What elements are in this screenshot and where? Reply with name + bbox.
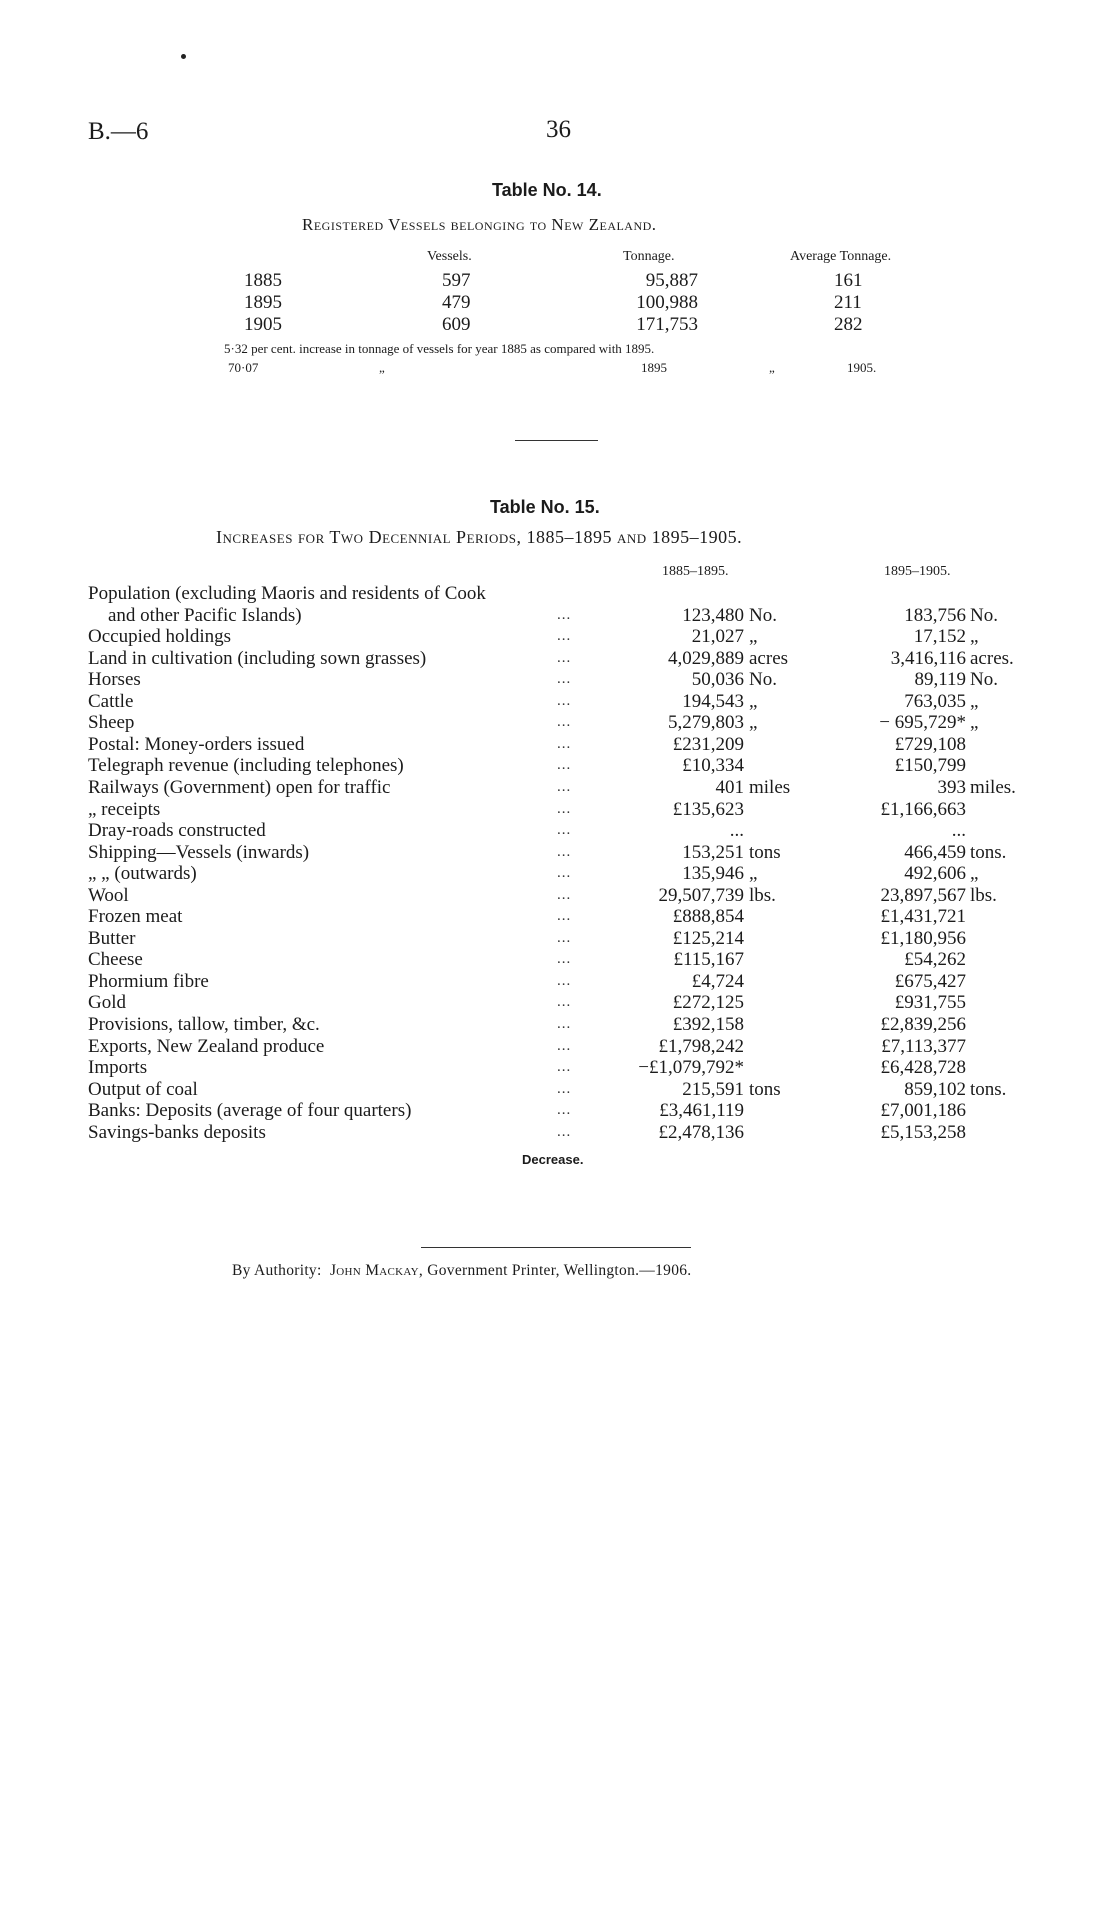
footer-imprint (232, 1262, 691, 1280)
table15-value-1885-1895: 50,036 (691, 669, 744, 690)
table14-note-2-year-b: 1905. (847, 360, 877, 375)
table15-value-1885-1895: 194,543 (682, 691, 744, 712)
table15-value-1885-1895: 153,251 (682, 842, 744, 863)
table15-row-label: Dray-roads constructed (88, 820, 266, 841)
table15-row-label: Exports, New Zealand produce (88, 1036, 325, 1057)
table15-row-label: Banks: Deposits (average of four quarters) (88, 1100, 412, 1121)
leader-dots: ... (557, 1016, 572, 1032)
table14-note-2-year-a: 1895 (641, 360, 667, 375)
table15-unit-1885-1895: „ (749, 712, 758, 733)
table15-row-label: Sheep (88, 712, 135, 733)
table15-unit-1895-1905: No. (970, 605, 998, 626)
table15-row-label: Cheese (88, 949, 143, 970)
table15-value-1895-1905: £675,427 (894, 971, 966, 992)
table15-row-label: Horses (88, 669, 141, 690)
table15-value-1885-1895: £3,461,119 (659, 1100, 744, 1121)
table15-unit-1885-1895: tons (749, 1079, 781, 1100)
table15-unit-1895-1905: acres. (970, 648, 1014, 669)
table15-title: Table No. 15. (490, 497, 600, 517)
table14-average: 282 (834, 314, 863, 335)
table15-value-1885-1895: 123,480 (682, 605, 744, 626)
footer-suffix: Government Printer, Wellington.—1906. (427, 1262, 692, 1279)
table15-value-1885-1895: 5,279,803 (668, 712, 744, 733)
table15-value-1895-1905: 183,756 (904, 605, 966, 626)
table15-value-1885-1895: 135,946 (682, 863, 744, 884)
leader-dots: ... (557, 908, 572, 924)
table15-value-1895-1905: £7,001,186 (880, 1100, 966, 1121)
table15-col-1885-1895: 1885–1895. (662, 564, 729, 579)
leader-dots: ... (557, 973, 572, 989)
leader-dots: ... (557, 779, 572, 795)
table15-value-1895-1905: £931,755 (894, 992, 966, 1013)
leader-dots: ... (557, 865, 572, 881)
table15-value-1895-1905: £1,166,663 (880, 799, 966, 820)
footer-printer: John Mackay, (329, 1262, 424, 1279)
table15-value-1895-1905: ... (951, 820, 966, 841)
table15-unit-1895-1905: „ (970, 626, 979, 647)
document-reference: B.—6 (88, 118, 149, 145)
table15-value-1895-1905: − 695,729* (879, 712, 966, 733)
table15-value-1895-1905: 492,606 (904, 863, 966, 884)
table15-footnote: Decrease. (522, 1152, 584, 1167)
table15-unit-1885-1895: lbs. (749, 885, 776, 906)
table14-vessels: 479 (442, 292, 471, 313)
table15-value-1895-1905: £729,108 (894, 734, 966, 755)
table15-row-label: and other Pacific Islands) (108, 605, 302, 626)
table15-row-label: Output of coal (88, 1079, 198, 1100)
table14-vessels: 609 (442, 314, 471, 335)
table15-value-1885-1895: £888,854 (672, 906, 744, 927)
table15-value-1885-1895: £115,167 (673, 949, 744, 970)
table15-value-1895-1905: £1,180,956 (880, 928, 966, 949)
table15-value-1895-1905: 393 (937, 777, 966, 798)
leader-dots: ... (557, 844, 572, 860)
table15-row-label: Cattle (88, 691, 134, 712)
table15-value-1895-1905: £2,839,256 (880, 1014, 966, 1035)
table15-unit-1885-1895: tons (749, 842, 781, 863)
table15-value-1895-1905: £5,153,258 (880, 1122, 966, 1143)
table15-value-1885-1895: 29,507,739 (658, 885, 744, 906)
table15-row-label: Butter (88, 928, 136, 949)
table14-col-average: Average Tonnage. (790, 249, 892, 264)
table15-value-1895-1905: £150,799 (894, 755, 966, 776)
table15-row-label: „ receipts (88, 799, 161, 820)
table14-note-2-pct: 70·07 (228, 360, 259, 375)
table15-value-1895-1905: 859,102 (904, 1079, 966, 1100)
table15-value-1885-1895: 4,029,889 (668, 648, 744, 669)
table14-tonnage: 171,753 (636, 314, 698, 335)
table15-row-label: Land in cultivation (including sown grasses) (88, 648, 427, 669)
table15-col-1895-1905: 1895–1905. (884, 564, 951, 579)
page-number: 36 (546, 116, 571, 143)
table15-subtitle: Increases for Two Decennial Periods, 1885–1895 and 1895–1905. (216, 527, 743, 547)
table15-unit-1895-1905: tons. (970, 1079, 1007, 1100)
table14-average: 161 (834, 270, 863, 291)
table15-row-label: Occupied holdings (88, 626, 232, 647)
leader-dots: ... (557, 822, 572, 838)
leader-dots: ... (557, 801, 572, 817)
table15-row-label: Population (excluding Maoris and residents of Cook (88, 583, 486, 604)
table15-unit-1895-1905: tons. (970, 842, 1007, 863)
table15-row-label: Frozen meat (88, 906, 183, 927)
table15-value-1895-1905: 89,119 (914, 669, 966, 690)
table14-note-2-ditto-2: „ (769, 360, 775, 375)
table14-tonnage: 95,887 (645, 270, 698, 291)
leader-dots: ... (557, 887, 572, 903)
table15-value-1885-1895: −£1,079,792* (638, 1057, 744, 1078)
table15-value-1885-1895: 401 (715, 777, 744, 798)
table14-note-2-ditto: „ (379, 360, 385, 375)
table15-value-1895-1905: £7,113,377 (881, 1036, 966, 1057)
leader-dots: ... (557, 1124, 572, 1140)
table15-unit-1895-1905: „ (970, 712, 979, 733)
table15-row-label: „ „ (outwards) (88, 863, 197, 884)
table15-value-1885-1895: £272,125 (672, 992, 744, 1013)
ink-dot (181, 54, 186, 59)
table15-row-label: Telegraph revenue (including telephones) (88, 755, 404, 776)
table15-unit-1885-1895: No. (749, 669, 777, 690)
table15-value-1885-1895: £10,334 (682, 755, 744, 776)
leader-dots: ... (557, 628, 572, 644)
footer-rule (421, 1247, 691, 1248)
table15-unit-1885-1895: „ (749, 691, 758, 712)
table15-unit-1895-1905: lbs. (970, 885, 997, 906)
table14-col-vessels: Vessels. (427, 249, 472, 264)
table15-unit-1885-1895: miles (749, 777, 791, 798)
leader-dots: ... (557, 994, 572, 1010)
table15-value-1895-1905: £1,431,721 (880, 906, 966, 927)
leader-dots: ... (557, 736, 572, 752)
leader-dots: ... (557, 607, 572, 623)
section-divider (515, 440, 598, 441)
table14-average: 211 (834, 292, 862, 313)
table15-unit-1885-1895: No. (749, 605, 777, 626)
table15-value-1895-1905: 763,035 (904, 691, 966, 712)
table15-value-1885-1895: £125,214 (672, 928, 744, 949)
table15-unit-1895-1905: No. (970, 669, 998, 690)
table14-year: 1885 (244, 270, 282, 291)
table15-row-label: Railways (Government) open for traffic (88, 777, 391, 798)
table15-value-1885-1895: 215,591 (682, 1079, 744, 1100)
table15-row-label: Phormium fibre (88, 971, 209, 992)
table15-row-label: Gold (88, 992, 126, 1013)
table15-value-1895-1905: 17,152 (913, 626, 966, 647)
table15-value-1885-1895: £231,209 (672, 734, 744, 755)
footer-prefix: By Authority: (232, 1262, 322, 1279)
table15-unit-1885-1895: „ (749, 863, 758, 884)
table14-year: 1905 (244, 314, 282, 335)
leader-dots: ... (557, 714, 572, 730)
table15-value-1885-1895: 21,027 (691, 626, 744, 647)
table15-value-1885-1895: £1,798,242 (658, 1036, 744, 1057)
table14-col-tonnage: Tonnage. (623, 249, 675, 264)
table15-value-1885-1895: £392,158 (672, 1014, 744, 1035)
table15-value-1885-1895: ... (729, 820, 744, 841)
table15-unit-1895-1905: miles. (970, 777, 1016, 798)
table15-row-label: Wool (88, 885, 129, 906)
table15-row-label: Imports (88, 1057, 148, 1078)
table15-value-1885-1895: £135,623 (672, 799, 744, 820)
leader-dots: ... (557, 693, 572, 709)
leader-dots: ... (557, 1081, 572, 1097)
table15-unit-1895-1905: „ (970, 691, 979, 712)
table15-value-1895-1905: 23,897,567 (880, 885, 966, 906)
table15-unit-1895-1905: „ (970, 863, 979, 884)
table15-unit-1885-1895: „ (749, 626, 758, 647)
leader-dots: ... (557, 1059, 572, 1075)
table15-row-label: Savings-banks deposits (88, 1122, 266, 1143)
leader-dots: ... (557, 951, 572, 967)
leader-dots: ... (557, 671, 572, 687)
table15-value-1895-1905: 3,416,116 (890, 648, 966, 669)
table15-value-1885-1895: £2,478,136 (658, 1122, 744, 1143)
leader-dots: ... (557, 650, 572, 666)
table15-value-1895-1905: £54,262 (904, 949, 966, 970)
table15-value-1895-1905: 466,459 (904, 842, 966, 863)
table14-title: Table No. 14. (492, 180, 602, 200)
leader-dots: ... (557, 1102, 572, 1118)
table15-row-label: Shipping—Vessels (inwards) (88, 842, 310, 863)
table14-vessels: 597 (442, 270, 471, 291)
table15-value-1895-1905: £6,428,728 (880, 1057, 966, 1078)
table15-row-label: Provisions, tallow, timber, &c. (88, 1014, 320, 1035)
table14-year: 1895 (244, 292, 282, 313)
leader-dots: ... (557, 930, 572, 946)
table14-note-1: 5·32 per cent. increase in tonnage of vessels for year 1885 as compared with 1895. (224, 341, 655, 356)
leader-dots: ... (557, 757, 572, 773)
leader-dots: ... (557, 1038, 572, 1054)
table15-unit-1885-1895: acres (749, 648, 789, 669)
table15-value-1885-1895: £4,724 (691, 971, 744, 992)
table14-subtitle: Registered Vessels belonging to New Zealand. (302, 215, 657, 234)
table14-tonnage: 100,988 (636, 292, 698, 313)
table15-row-label: Postal: Money-orders issued (88, 734, 305, 755)
